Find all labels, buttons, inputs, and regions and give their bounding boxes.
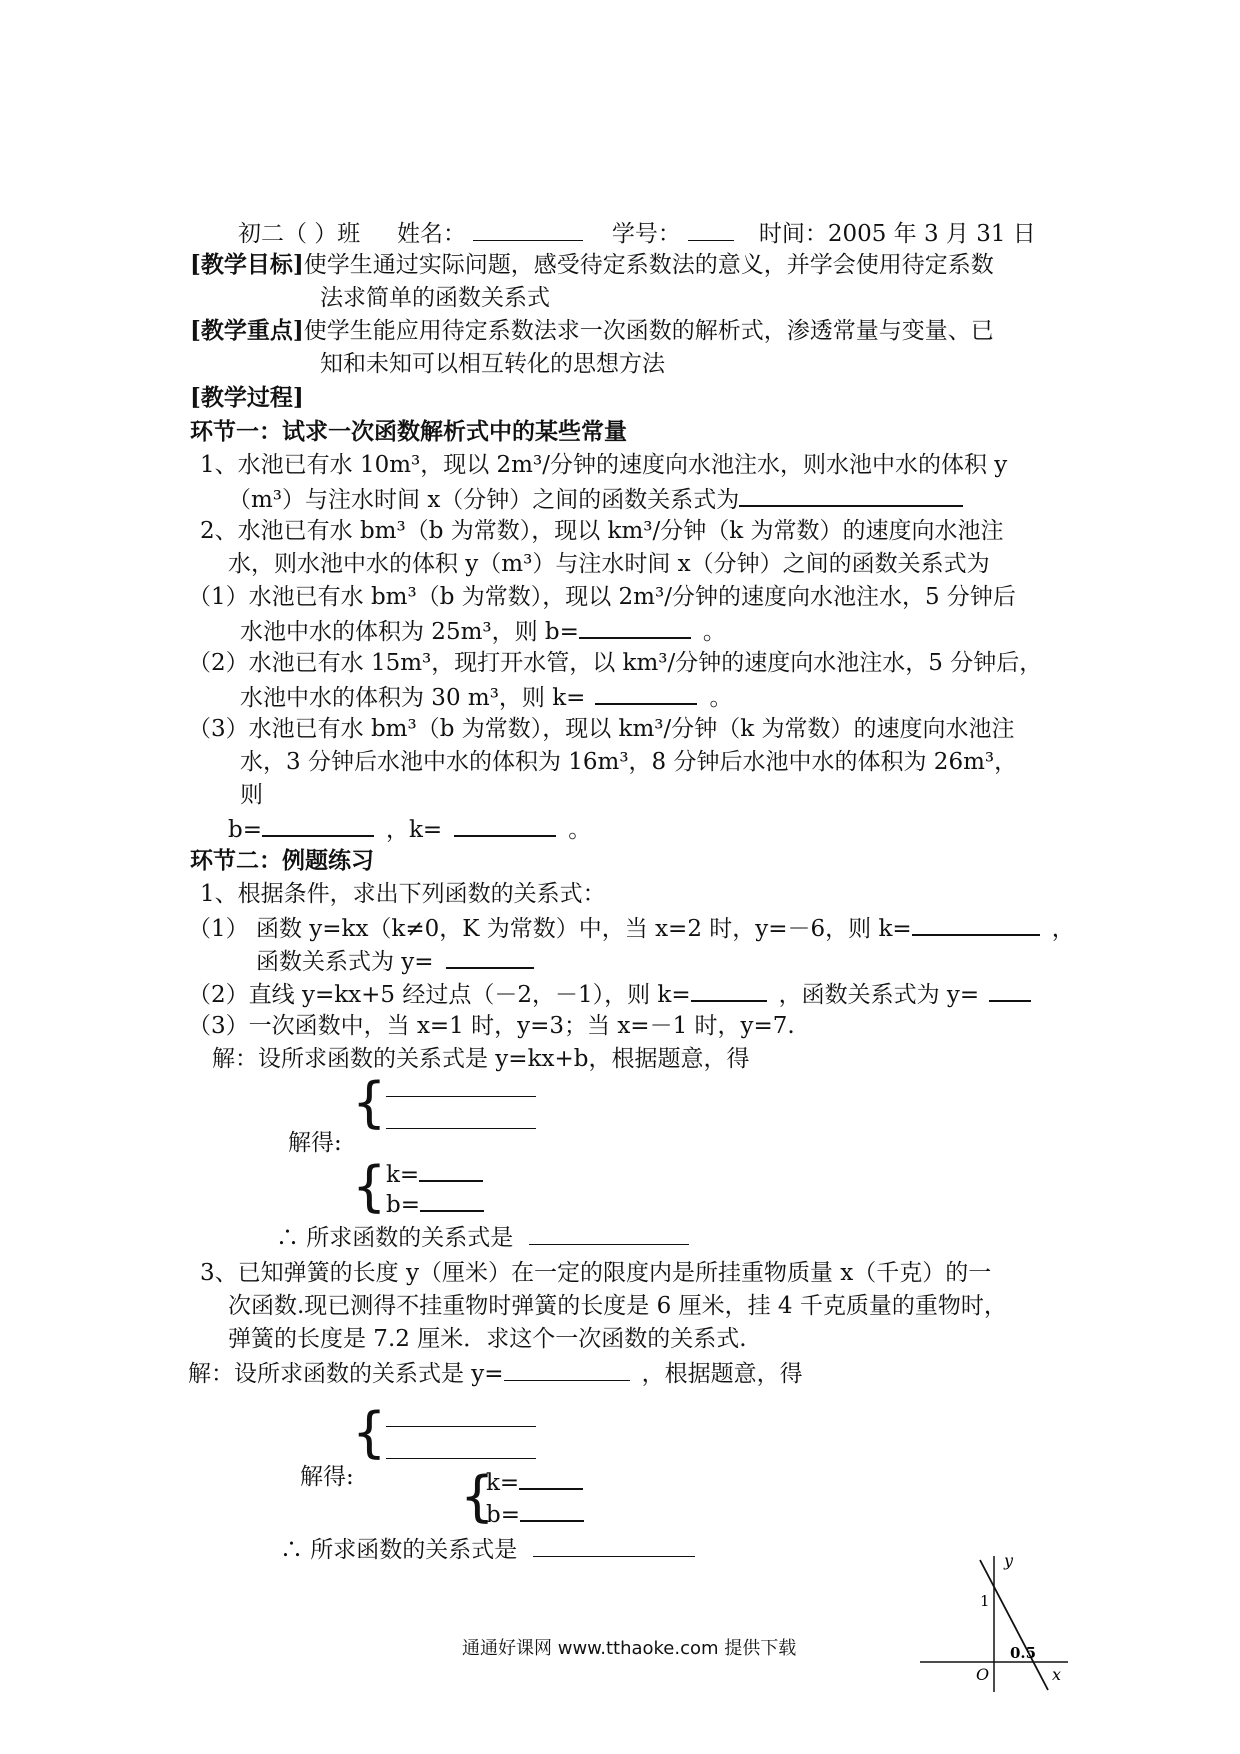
id-field[interactable] xyxy=(688,218,734,241)
s2-p1-func-text: 函数关系式为 y= xyxy=(256,949,434,975)
s2-eq2-blank[interactable] xyxy=(386,1106,536,1129)
header-row xyxy=(238,218,1036,249)
s2-sol3 xyxy=(188,1358,803,1389)
focus-line-1 xyxy=(190,316,994,346)
s1-q2-line2: 水，则水池中水的体积 y（m³）与注水时间 x（分钟）之间的函数关系式为 xyxy=(228,551,990,577)
s2-b-row-1 xyxy=(386,1188,484,1220)
s2-p2-text: （2）直线 y=kx+5 经过点（－2，－1），则 k= xyxy=(188,982,691,1008)
s2-p2-k-blank[interactable] xyxy=(691,978,767,1002)
s1-sub3-k-blank[interactable] xyxy=(454,813,556,837)
s2-therefore-1-blank[interactable] xyxy=(529,1222,689,1245)
s1-sub3-b-blank[interactable] xyxy=(262,813,374,837)
s2-therefore-1 xyxy=(276,1222,689,1253)
s1-q1-line2 xyxy=(228,483,963,515)
s2-p1-k-blank[interactable] xyxy=(912,912,1040,936)
s2-k-label-3: k= xyxy=(486,1470,520,1496)
s2-p1-comma: ， xyxy=(1051,916,1075,942)
s1-sub2-k-blank[interactable] xyxy=(595,681,697,705)
s2-therefore-1-text: ∴ 所求函数的关系式是 xyxy=(276,1225,514,1251)
x-intercept-label: 0.5 xyxy=(1010,1644,1037,1662)
s2-solved3: 解得: xyxy=(300,1464,354,1490)
s2-sol3-func-blank[interactable] xyxy=(504,1358,630,1381)
s2-eq3-blank[interactable] xyxy=(386,1404,536,1427)
s2-q1: 1、根据条件，求出下列函数的关系式： xyxy=(200,881,606,907)
brace-system-1: { xyxy=(352,1071,387,1134)
s2-sol3-tail: ，根据题意，得 xyxy=(641,1361,803,1387)
s1-sub3-b-label: b= xyxy=(228,817,262,843)
focus-text-1: 使学生能应用待定系数法求一次函数的解析式，渗透常量与变量、已 xyxy=(303,318,994,344)
id-label: 学号： xyxy=(611,221,681,247)
s2-p1-func-blank[interactable] xyxy=(446,945,534,969)
s2-p1-line1 xyxy=(188,912,1075,944)
s1-sub2-line2 xyxy=(240,681,732,713)
s1-sub2-line2-text: 水池中水的体积为 30 m³，则 k= xyxy=(240,685,586,711)
s1-q2-line1: 2、水池已有水 bm³（b 为常数），现以 km³/分钟（k 为常数）的速度向水池注 xyxy=(200,518,1004,544)
name-label: 姓名： xyxy=(396,221,466,247)
s2-k-row-1 xyxy=(386,1158,483,1190)
s2-p2-line xyxy=(188,978,1031,1010)
s2-p1-text: （1） 函数 y=kx（k≠0，K 为常数）中，当 x=2 时，y=－6，则 k= xyxy=(188,916,912,942)
section1-title: 环节一：试求一次函数解析式中的某些常量 xyxy=(190,418,627,445)
s2-sol1: 解：设所求函数的关系式是 y=kx+b，根据题意，得 xyxy=(212,1046,750,1072)
y-intercept-label: 1 xyxy=(980,1592,990,1610)
s1-sub2-line1: （2）水池已有水 15m³，现打开水管，以 km³/分钟的速度向水池注水，5 分钟后， xyxy=(188,650,1043,676)
s1-sub2-end: 。 xyxy=(709,685,733,711)
s1-sub3-line2: 水，3 分钟后水池中水的体积为 16m³，8 分钟后水池中水的体积为 26m³， xyxy=(240,749,1018,775)
name-field[interactable] xyxy=(473,218,583,241)
s1-sub3-line1: （3）水池已有水 bm³（b 为常数），现以 km³/分钟（k 为常数）的速度向水池注 xyxy=(188,716,1015,742)
s2-therefore-3-blank[interactable] xyxy=(533,1534,695,1557)
s2-q3-line3: 弹簧的长度是 7.2 厘米．求这个一次函数的关系式. xyxy=(228,1326,747,1352)
footer-text: 通通好课网 www.tthaoke.com 提供下载 xyxy=(462,1638,797,1659)
s2-eq1-blank[interactable] xyxy=(386,1074,536,1097)
s1-sub3-line3: 则 xyxy=(240,782,263,808)
goals-line-1 xyxy=(190,250,994,280)
s2-q3-line1: 3、已知弹簧的长度 y（厘米）在一定的限度内是所挂重物质量 x（千克）的一 xyxy=(200,1260,992,1286)
section2-title: 环节二：例题练习 xyxy=(190,847,374,874)
s1-sub1-line2 xyxy=(240,615,726,647)
date-label: 时间：2005 年 3 月 31 日 xyxy=(758,221,1036,247)
brace-system-3: { xyxy=(352,1401,387,1464)
s2-eq4-blank[interactable] xyxy=(386,1436,536,1459)
s1-q1-line1: 1、水池已有水 10m³，现以 2m³/分钟的速度向水池注水，则水池中水的体积 y xyxy=(200,452,1008,478)
s1-q1-line2-text: （m³）与注水时间 x（分钟）之间的函数关系式为 xyxy=(228,487,740,513)
s2-k-row-3 xyxy=(486,1466,583,1498)
s2-k-blank-1[interactable] xyxy=(419,1158,483,1182)
s1-q1-answer-blank[interactable] xyxy=(739,483,963,507)
goals-title: [教学目标] xyxy=(190,251,304,278)
goals-text-1: 使学生通过实际问题，感受待定系数法的意义，并学会使用待定系数 xyxy=(303,252,994,278)
s2-sol3-text: 解：设所求函数的关系式是 y= xyxy=(188,1361,504,1387)
s1-sub1-end: 。 xyxy=(702,619,726,645)
s2-b-row-3 xyxy=(486,1498,584,1530)
s2-b-blank-1[interactable] xyxy=(420,1188,484,1212)
s2-b-blank-3[interactable] xyxy=(520,1498,584,1522)
s2-solved1: 解得: xyxy=(288,1130,342,1156)
goals-text-2: 法求简单的函数关系式 xyxy=(320,285,550,311)
s2-k-blank-3[interactable] xyxy=(519,1466,583,1490)
s2-q3-line2: 次函数.现已测得不挂重物时弹簧的长度是 6 厘米，挂 4 千克质量的重物时， xyxy=(228,1293,1007,1319)
y-axis-label: y xyxy=(1004,1551,1014,1570)
graph-line xyxy=(980,1560,1048,1690)
origin-label: O xyxy=(976,1665,990,1684)
class-label: 初二（ ）班 xyxy=(238,221,361,247)
brace-solution-1: { xyxy=(352,1155,387,1218)
s2-therefore-3 xyxy=(280,1534,695,1565)
s2-p2-func-text: ，函数关系式为 y= xyxy=(778,982,980,1008)
s1-sub1-line1: （1）水池已有水 bm³（b 为常数），现以 2m³/分钟的速度向水池注水，5 分钟后 xyxy=(188,584,1016,610)
s1-sub3-end: 。 xyxy=(568,817,592,843)
s1-sub3-k-label: ，k= xyxy=(386,817,443,843)
brace-solution-3: { xyxy=(460,1465,495,1528)
s2-p1-line2 xyxy=(256,945,534,977)
s1-sub1-b-blank[interactable] xyxy=(579,615,691,639)
s2-p2-func-blank[interactable] xyxy=(989,978,1031,1002)
focus-title: [教学重点] xyxy=(190,317,304,344)
focus-text-2: 知和未知可以相互转化的思想方法 xyxy=(320,351,665,377)
s1-sub1-line2-text: 水池中水的体积为 25m³，则 b= xyxy=(240,619,579,645)
x-axis-label: x xyxy=(1052,1665,1062,1684)
s2-b-label-1: b= xyxy=(386,1192,420,1218)
s1-sub3-line4 xyxy=(228,813,591,845)
s2-b-label-3: b= xyxy=(486,1502,520,1528)
s2-p3: （3）一次函数中，当 x=1 时，y=3；当 x=－1 时，y=7. xyxy=(188,1013,795,1039)
line-graph xyxy=(918,1546,1088,1696)
process-title: [教学过程] xyxy=(190,384,304,411)
s2-k-label-1: k= xyxy=(386,1162,420,1188)
s2-therefore-3-text: ∴ 所求函数的关系式是 xyxy=(280,1537,518,1563)
